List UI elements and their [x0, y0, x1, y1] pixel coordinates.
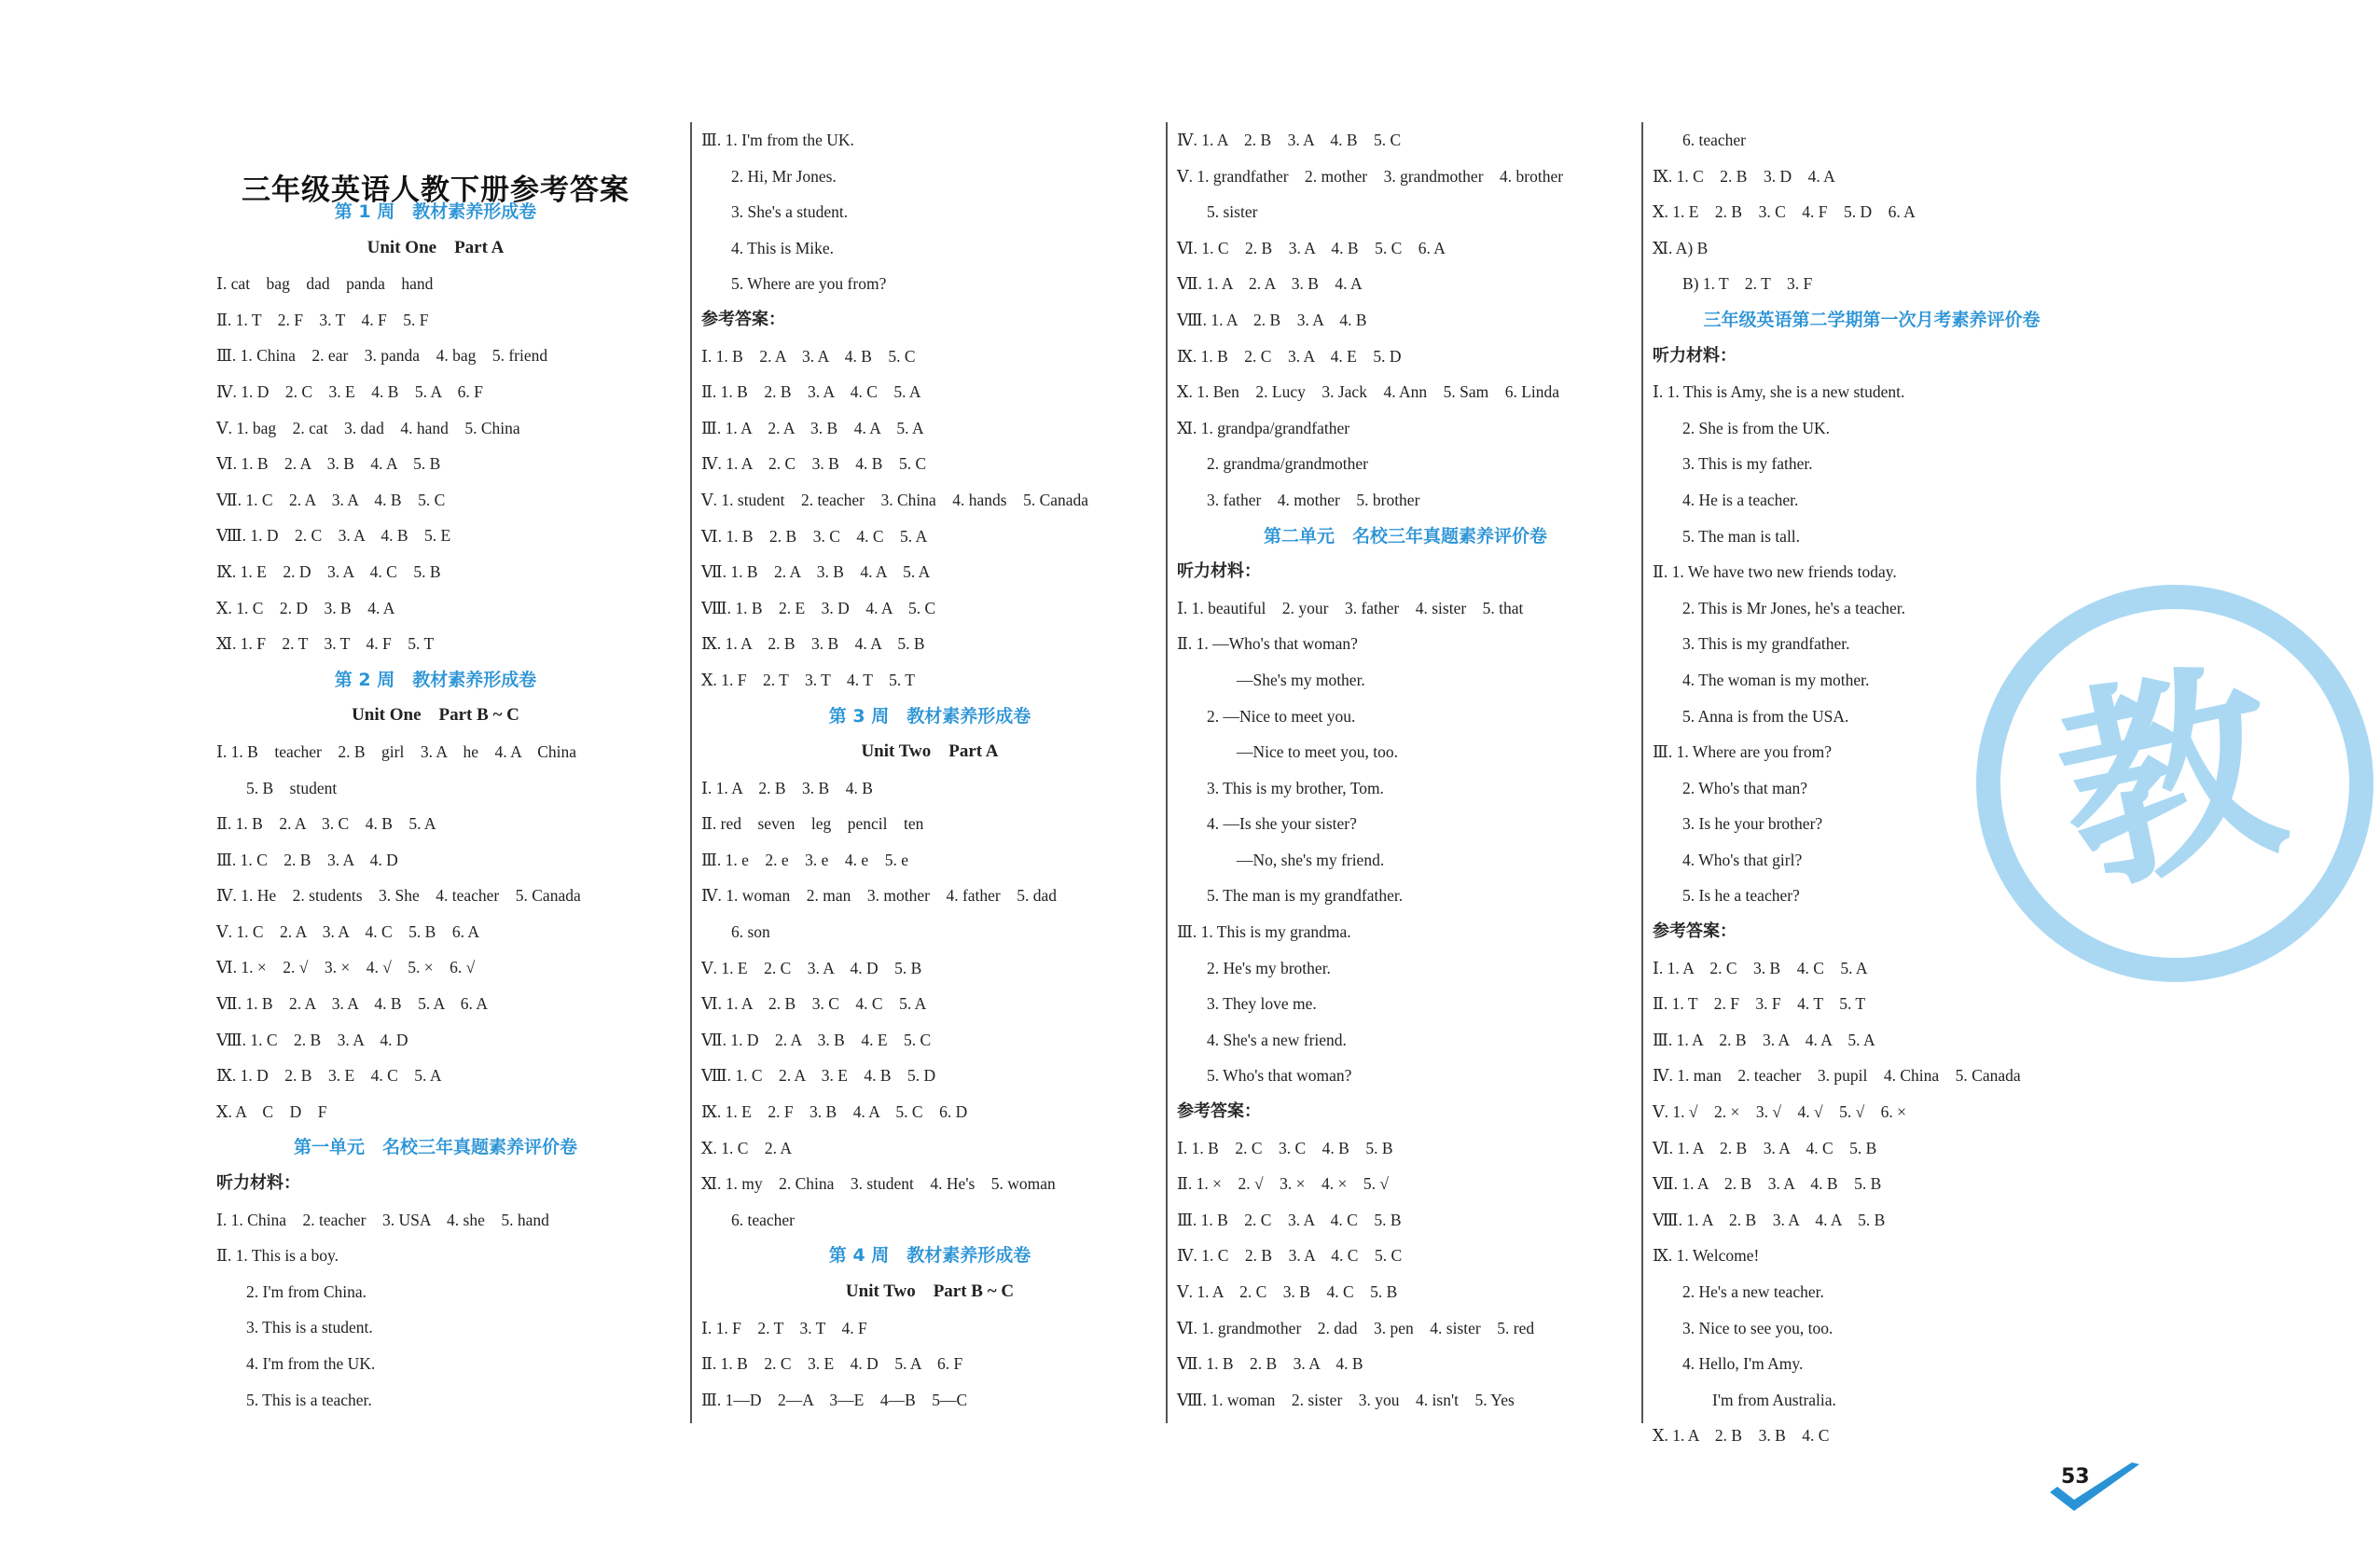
answer-line: Ⅱ. red seven leg pencil ten — [701, 814, 924, 834]
answer-line: Ⅰ. 1. This is Amy, she is a new student. — [1653, 382, 1905, 402]
answer-line: Ⅷ. 1. woman 2. sister 3. you 4. isn't 5. Yes — [1177, 1390, 1515, 1409]
answer-line: 5. Who's that woman? — [1207, 1066, 1352, 1086]
answer-line: Ⅳ. 1. A 2. C 3. B 4. B 5. C — [701, 454, 927, 474]
page-number: 53 — [2061, 1465, 2090, 1489]
answer-line: 2. This is Mr Jones, he's a teacher. — [1682, 598, 1906, 617]
answer-line: Ⅱ. 1. We have two new friends today. — [1653, 562, 1897, 582]
answer-line: Ⅵ. 1. B 2. A 3. B 4. A 5. B — [216, 454, 441, 474]
page-title: 三年级英语人教下册参考答案 — [242, 173, 630, 206]
answer-line: Ⅰ. cat bag dad panda hand — [216, 274, 434, 294]
answer-line: 6. son — [731, 922, 770, 942]
answer-line: Ⅸ. 1. E 2. D 3. A 4. C 5. B — [216, 561, 441, 581]
column-divider — [1166, 122, 1168, 1423]
answer-line: Ⅹ. 1. A 2. B 3. B 4. C — [1653, 1426, 1830, 1446]
answer-line: 4. She's a new friend. — [1207, 1030, 1347, 1049]
answer-line: 5. Anna is from the USA. — [1682, 706, 1849, 726]
answer-line: Ⅷ. 1. B 2. E 3. D 4. A 5. C — [701, 598, 936, 617]
answer-line: Ⅴ. 1. A 2. C 3. B 4. C 5. B — [1177, 1282, 1398, 1301]
answer-line: Ⅸ. 1. E 2. F 3. B 4. A 5. C 6. D — [701, 1102, 968, 1122]
unit-heading: Unit Two Part A — [861, 741, 999, 762]
answer-line: 3. Is he your brother? — [1682, 814, 1823, 834]
unit-heading: Unit One Part A — [367, 237, 505, 257]
answer-line: Ⅲ. 1. A 2. B 3. A 4. A 5. A — [1653, 1030, 1875, 1049]
answer-line: Ⅲ. 1. This is my grandma. — [1177, 922, 1351, 942]
answer-line: Ⅵ. 1. grandmother 2. dad 3. pen 4. sister 5. red — [1177, 1318, 1535, 1337]
answer-line: Ⅳ. 1. He 2. students 3. She 4. teacher 5. Canada — [216, 886, 581, 906]
answer-line: Ⅴ. 1. bag 2. cat 3. dad 4. hand 5. China — [216, 418, 520, 437]
answer-line: Ⅶ. 1. D 2. A 3. B 4. E 5. C — [701, 1030, 932, 1049]
answer-line: 2. I'm from China. — [246, 1281, 367, 1301]
answer-line: 2. He's a new teacher. — [1682, 1282, 1824, 1301]
answer-line: —Nice to meet you, too. — [1237, 742, 1399, 762]
answer-column-2 — [701, 122, 1158, 1418]
answer-line: 5. B student — [246, 778, 338, 797]
section-label: 听力材料： — [1653, 345, 1737, 366]
answer-line: 5. The man is my grandfather. — [1207, 886, 1404, 906]
answer-line: Ⅸ. 1. Welcome! — [1653, 1246, 1760, 1266]
answer-line: Ⅱ. 1. B 2. C 3. E 4. D 5. A 6. F — [701, 1354, 963, 1374]
section-label: 参考答案： — [701, 309, 785, 329]
column-divider — [690, 122, 692, 1423]
answer-line: 3. This is a student. — [246, 1318, 373, 1337]
answer-line: 6. teacher — [731, 1210, 796, 1229]
answer-line: Ⅱ. 1. × 2. √ 3. × 4. × 5. √ — [1177, 1174, 1389, 1194]
answer-line: Ⅲ. 1. C 2. B 3. A 4. D — [216, 850, 398, 869]
answer-line: Ⅳ. 1. man 2. teacher 3. pupil 4. China 5. Canada — [1653, 1066, 2021, 1086]
section-label: 参考答案： — [1177, 1101, 1261, 1122]
answer-line: Ⅰ. 1. China 2. teacher 3. USA 4. she 5. hand — [216, 1210, 549, 1229]
answer-line: Ⅱ. 1. —Who's that woman? — [1177, 634, 1358, 654]
section-heading: 第一单元 名校三年真题素养评价卷 — [293, 1137, 577, 1158]
answer-line: Ⅶ. 1. A 2. A 3. B 4. A — [1177, 274, 1363, 294]
answer-line: 4. I'm from the UK. — [246, 1354, 376, 1373]
answer-line: Ⅵ. 1. A 2. B 3. C 4. C 5. A — [701, 994, 927, 1014]
answer-line: Ⅶ. 1. B 2. A 3. A 4. B 5. A 6. A — [216, 994, 488, 1014]
answer-line: Ⅹ. 1. C 2. D 3. B 4. A — [216, 598, 395, 617]
answer-line: Ⅸ. 1. D 2. B 3. E 4. C 5. A — [216, 1066, 442, 1086]
answer-line: 4. Hello, I'm Amy. — [1682, 1354, 1804, 1374]
answer-line: Ⅳ. 1. A 2. B 3. A 4. B 5. C — [1177, 131, 1402, 149]
section-heading: 第 2 周 教材素养形成卷 — [334, 669, 537, 690]
answer-line: 3. This is my grandfather. — [1682, 634, 1850, 654]
answer-line: 2. Hi, Mr Jones. — [731, 166, 837, 186]
answer-line: Ⅳ. 1. woman 2. man 3. mother 4. father 5. dad — [701, 886, 1058, 906]
answer-line: Ⅰ. 1. A 2. C 3. B 4. C 5. A — [1653, 958, 1868, 977]
answer-line: Ⅷ. 1. A 2. B 3. A 4. B — [1177, 310, 1367, 329]
answer-line: Ⅲ. 1. I'm from the UK. — [701, 131, 854, 149]
answer-line: Ⅲ. 1—D 2—A 3—E 4—B 5—C — [701, 1390, 968, 1409]
answer-line: Ⅱ. 1. B 2. B 3. A 4. C 5. A — [701, 382, 921, 402]
answer-line: 5. Where are you from? — [731, 274, 887, 294]
answer-line: Ⅵ. 1. × 2. √ 3. × 4. √ 5. × 6. √ — [216, 958, 476, 977]
answer-line: Ⅰ. 1. B teacher 2. B girl 3. A he 4. A China — [216, 741, 577, 761]
watermark-stamp — [1970, 578, 2380, 989]
section-heading: 第 1 周 教材素养形成卷 — [334, 201, 537, 222]
stamp-glyph: 教 — [2039, 636, 2301, 925]
answer-line: Ⅶ. 1. B 2. B 3. A 4. B — [1177, 1354, 1363, 1374]
answer-column-1 — [216, 122, 655, 1418]
section-heading: 第二单元 名校三年真题素养评价卷 — [1263, 525, 1547, 547]
column-divider — [1641, 122, 1643, 1423]
answer-line: Ⅵ. 1. C 2. B 3. A 4. B 5. C 6. A — [1177, 238, 1446, 257]
answer-line: Ⅴ. 1. C 2. A 3. A 4. C 5. B 6. A — [216, 921, 479, 941]
answer-line: 3. father 4. mother 5. brother — [1207, 490, 1420, 509]
answer-line: Ⅸ. 1. B 2. C 3. A 4. E 5. D — [1177, 346, 1402, 366]
section-heading: 第 3 周 教材素养形成卷 — [828, 705, 1031, 727]
answer-line: 4. —Is she your sister? — [1207, 814, 1357, 834]
answer-line: Ⅷ. 1. C 2. B 3. A 4. D — [216, 1030, 408, 1049]
answer-line: Ⅹ. 1. C 2. A — [701, 1138, 793, 1157]
answer-line: Ⅰ. 1. A 2. B 3. B 4. B — [701, 778, 873, 797]
answer-line: Ⅴ. 1. √ 2. × 3. √ 4. √ 5. √ 6. × — [1653, 1102, 1907, 1122]
answer-line: 4. He is a teacher. — [1682, 490, 1799, 509]
answer-line: Ⅷ. 1. A 2. B 3. A 4. A 5. B — [1653, 1210, 1886, 1229]
answer-line: Ⅺ. A) B — [1653, 238, 1709, 257]
answer-line: 3. They love me. — [1207, 994, 1317, 1014]
answer-line: Ⅱ. 1. T 2. F 3. T 4. F 5. F — [216, 310, 429, 329]
answer-line: Ⅰ. 1. beautiful 2. your 3. father 4. sister 5. that — [1177, 598, 1524, 617]
section-label: 听力材料： — [1177, 561, 1261, 582]
section-heading: 三年级英语第二学期第一次月考素养评价卷 — [1703, 309, 2041, 330]
answer-line: Ⅳ. 1. C 2. B 3. A 4. C 5. C — [1177, 1246, 1403, 1266]
answer-line: 3. This is my father. — [1682, 454, 1813, 474]
unit-heading: Unit Two Part B ~ C — [845, 1281, 1015, 1301]
answer-line: 3. This is my brother, Tom. — [1207, 778, 1384, 797]
answer-line: Ⅹ. 1. F 2. T 3. T 4. T 5. T — [701, 670, 915, 689]
section-label: 参考答案： — [1653, 921, 1737, 942]
section-heading: 第 4 周 教材素养形成卷 — [828, 1245, 1031, 1267]
answer-line: Ⅷ. 1. D 2. C 3. A 4. B 5. E — [216, 526, 451, 546]
answer-line: Ⅶ. 1. C 2. A 3. A 4. B 5. C — [216, 490, 446, 509]
answer-line: Ⅵ. 1. B 2. B 3. C 4. C 5. A — [701, 526, 928, 546]
answer-line: Ⅲ. 1. B 2. C 3. A 4. C 5. B — [1177, 1210, 1402, 1229]
answer-line: 2. She is from the UK. — [1682, 418, 1830, 437]
answer-line: Ⅴ. 1. E 2. C 3. A 4. D 5. B — [701, 958, 922, 977]
answer-line: Ⅺ. 1. my 2. China 3. student 4. He's 5. woman — [701, 1174, 1056, 1194]
answer-line: Ⅰ. 1. F 2. T 3. T 4. F — [701, 1318, 867, 1337]
answer-line: —She's my mother. — [1237, 670, 1365, 689]
answer-line: 3. Nice to see you, too. — [1682, 1318, 1833, 1337]
answer-line: Ⅵ. 1. A 2. B 3. A 4. C 5. B — [1653, 1138, 1877, 1157]
answer-line: Ⅴ. 1. grandfather 2. mother 3. grandmother 4. brother — [1177, 166, 1564, 186]
answer-line: 4. Who's that girl? — [1682, 850, 1803, 869]
answer-line: Ⅺ. 1. grandpa/grandfather — [1177, 418, 1350, 437]
answer-line: 5. Is he a teacher? — [1682, 886, 1800, 906]
answer-line: Ⅺ. 1. F 2. T 3. T 4. F 5. T — [216, 634, 435, 654]
answer-line: Ⅹ. 1. Ben 2. Lucy 3. Jack 4. Ann 5. Sam 6. Linda — [1177, 382, 1560, 402]
answer-line: Ⅶ. 1. B 2. A 3. B 4. A 5. A — [701, 562, 931, 582]
answer-line: Ⅷ. 1. C 2. A 3. E 4. B 5. D — [701, 1066, 936, 1086]
answer-line: 6. teacher — [1682, 131, 1747, 149]
answer-line: 5. This is a teacher. — [246, 1390, 372, 1409]
answer-line: 5. The man is tall. — [1682, 526, 1801, 546]
answer-line: Ⅳ. 1. D 2. C 3. E 4. B 5. A 6. F — [216, 381, 483, 401]
answer-line: Ⅲ. 1. Where are you from? — [1653, 742, 1832, 762]
answer-line: Ⅸ. 1. A 2. B 3. B 4. A 5. B — [701, 634, 925, 654]
answer-line: Ⅹ. A C D F — [216, 1101, 327, 1121]
answer-line: Ⅸ. 1. C 2. B 3. D 4. A — [1653, 166, 1835, 186]
answer-line: Ⅱ. 1. T 2. F 3. F 4. T 5. T — [1653, 994, 1866, 1014]
unit-heading: Unit One Part B ~ C — [352, 705, 519, 726]
answer-line: —No, she's my friend. — [1237, 850, 1385, 869]
answer-line: I'm from Australia. — [1712, 1390, 1836, 1409]
answer-line: 4. The woman is my mother. — [1682, 670, 1870, 689]
answer-column-3 — [1177, 122, 1634, 1418]
answer-line: Ⅲ. 1. A 2. A 3. B 4. A 5. A — [701, 418, 924, 437]
answer-line: B) 1. T 2. T 3. F — [1682, 274, 1813, 294]
answer-line: Ⅱ. 1. This is a boy. — [216, 1246, 339, 1266]
answer-line: Ⅶ. 1. A 2. B 3. A 4. B 5. B — [1653, 1174, 1882, 1194]
page-number-badge — [2042, 1455, 2145, 1520]
answer-line: Ⅲ. 1. China 2. ear 3. panda 4. bag 5. friend — [216, 346, 548, 366]
answer-line: Ⅴ. 1. student 2. teacher 3. China 4. hands 5. Canada — [701, 490, 1089, 509]
answer-line: 2. —Nice to meet you. — [1207, 706, 1356, 726]
answer-line: 2. Who's that man? — [1682, 778, 1808, 797]
answer-line: Ⅰ. 1. B 2. A 3. A 4. B 5. C — [701, 346, 916, 366]
answer-line: 2. He's my brother. — [1207, 958, 1331, 977]
answer-line: 5. sister — [1207, 202, 1258, 222]
answer-line: Ⅱ. 1. B 2. A 3. C 4. B 5. A — [216, 814, 436, 834]
answer-line: 3. She's a student. — [731, 202, 849, 222]
answer-line: 4. This is Mike. — [731, 238, 835, 257]
answer-line: Ⅹ. 1. E 2. B 3. C 4. F 5. D 6. A — [1653, 202, 1916, 222]
section-label: 听力材料： — [216, 1173, 300, 1194]
answer-line: Ⅰ. 1. B 2. C 3. C 4. B 5. B — [1177, 1138, 1393, 1157]
answer-line: 2. grandma/grandmother — [1207, 454, 1369, 474]
answer-line: Ⅲ. 1. e 2. e 3. e 4. e 5. e — [701, 850, 908, 869]
